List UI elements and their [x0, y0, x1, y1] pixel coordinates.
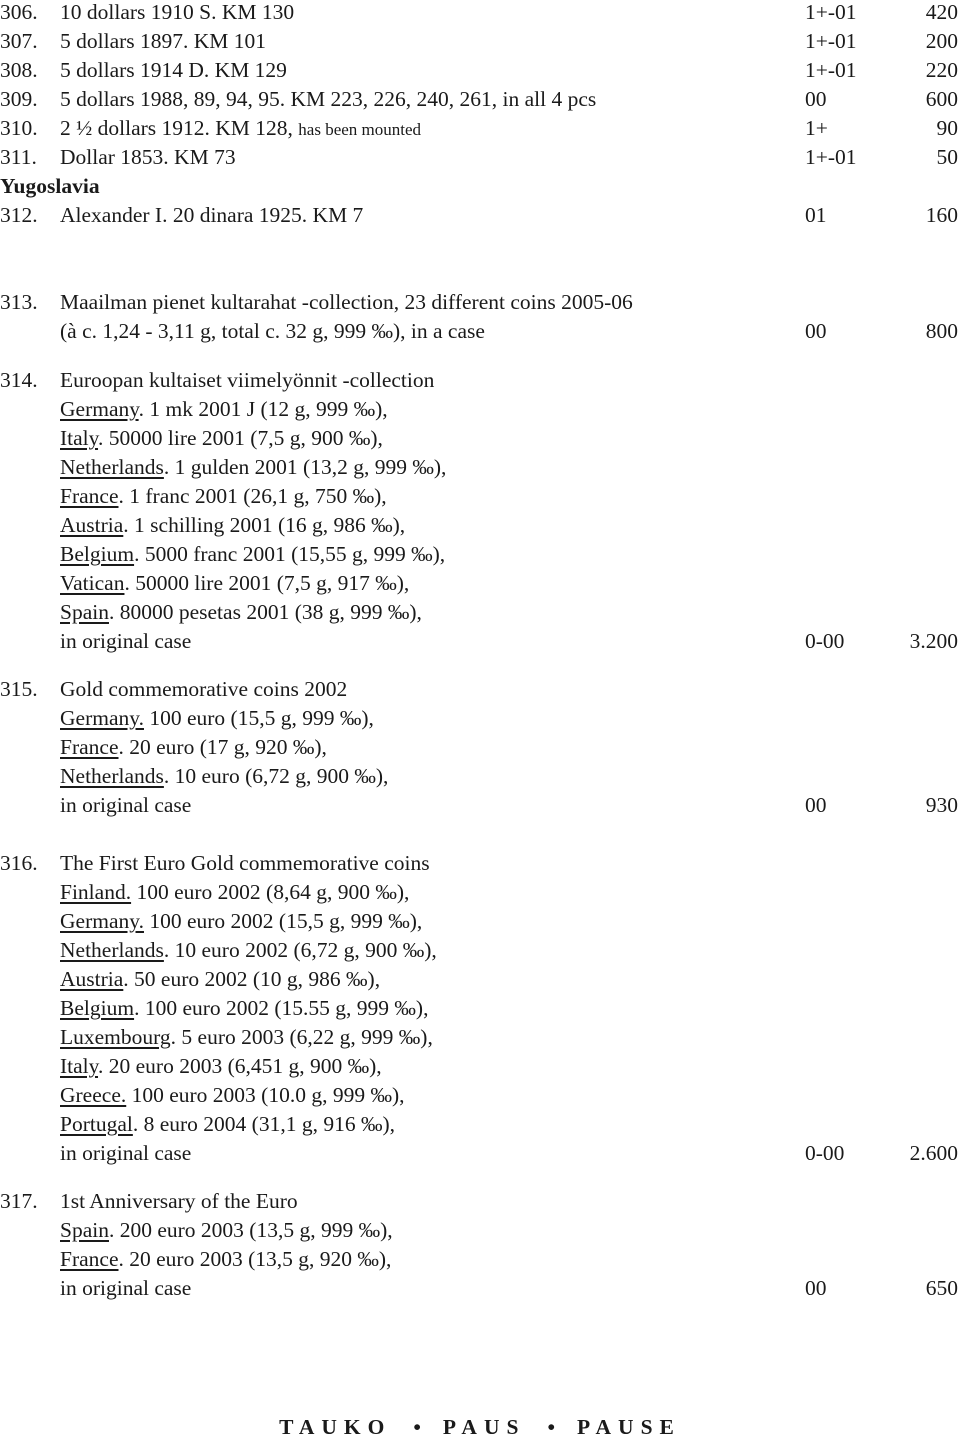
country-name: Spain	[60, 600, 109, 624]
lot-price: 220	[925, 58, 958, 82]
coin-spec: 100 euro 2002 (8,64 g, 900 ‰),	[131, 880, 410, 904]
footer-word-swedish: PAUS	[442, 1415, 526, 1439]
coin-spec: . 1 schilling 2001 (16 g, 986 ‰),	[123, 513, 406, 537]
lot-price: 800	[925, 319, 958, 343]
lot-number: 317.	[0, 1189, 38, 1213]
coin-spec: . 10 euro (6,72 g, 900 ‰),	[163, 764, 389, 788]
country-name: Netherlands	[60, 455, 164, 479]
coin-line	[0, 1052, 960, 1080]
lot-grade: 1+-01	[805, 58, 857, 82]
coin-line	[0, 762, 960, 790]
lot-description: 10 dollars 1910 S. KM 130	[60, 0, 295, 24]
lot-note: has been mounted	[298, 120, 422, 139]
footer-word-finnish: TAUKO	[279, 1415, 392, 1439]
packaging-note: in original case	[60, 629, 192, 653]
lot-price: 2.600	[909, 1141, 958, 1165]
coin-line	[0, 1110, 960, 1138]
coin-spec: . 1 mk 2001 J (12 g, 999 ‰),	[138, 397, 388, 421]
coin-line	[0, 907, 960, 935]
country-name: Austria	[60, 513, 124, 537]
country-heading-row	[0, 172, 960, 200]
coin-spec: . 200 euro 2003 (13,5 g, 999 ‰),	[108, 1218, 393, 1242]
country-name: France	[60, 484, 119, 508]
coin-line	[0, 936, 960, 964]
packaging-note: in original case	[60, 1141, 192, 1165]
coin-spec: . 100 euro 2002 (15.55 g, 999 ‰),	[134, 996, 429, 1020]
lot-number: 312.	[0, 203, 38, 227]
coin-line	[0, 994, 960, 1022]
lot-number: 316.	[0, 851, 38, 875]
coin-spec: 100 euro 2003 (10.0 g, 999 ‰),	[126, 1083, 405, 1107]
lot-row	[0, 0, 960, 26]
coin-spec: . 20 euro (17 g, 920 ‰),	[118, 735, 327, 759]
coin-line	[0, 704, 960, 732]
lot-grade: 0-00	[805, 629, 845, 653]
coin-spec: . 5000 franc 2001 (15,55 g, 999 ‰),	[134, 542, 446, 566]
country-name: Belgium	[60, 996, 135, 1020]
coin-line	[0, 965, 960, 993]
lot-grade: 01	[805, 203, 827, 227]
lot-price: 600	[925, 87, 958, 111]
coin-line	[0, 1081, 960, 1109]
country-name: France	[60, 1247, 119, 1271]
lot-grade: 00	[805, 87, 827, 111]
lot-price: 90	[936, 116, 958, 140]
coin-line	[0, 424, 960, 452]
country-name: Portugal	[60, 1112, 133, 1136]
lot-grade: 1+	[805, 116, 828, 140]
lot-description: Dollar 1853. KM 73	[60, 145, 236, 169]
packaging-note: in original case	[60, 1276, 192, 1300]
coin-line	[0, 1023, 960, 1051]
country-heading: Yugoslavia	[0, 174, 100, 198]
lot-number: 313.	[0, 290, 38, 314]
bullet-separator: •	[413, 1415, 421, 1439]
country-name: Netherlands	[60, 938, 164, 962]
lot-description: (à c. 1,24 - 3,11 g, total c. 32 g, 999 ‰), in a case	[60, 319, 485, 343]
coin-line	[0, 733, 960, 761]
coin-spec: . 50000 lire 2001 (7,5 g, 900 ‰),	[98, 426, 383, 450]
coin-line	[0, 569, 960, 597]
lot-row	[0, 201, 960, 229]
country-name: Germany.	[60, 909, 144, 933]
lot-price: 50	[936, 145, 958, 169]
lot-row	[0, 114, 960, 142]
lot-number: 308.	[0, 58, 38, 82]
coin-spec: . 20 euro 2003 (6,451 g, 900 ‰),	[98, 1054, 382, 1078]
intermission-footer	[0, 1415, 960, 1440]
country-name: Spain	[60, 1218, 109, 1242]
packaging-note: in original case	[60, 793, 192, 817]
lot-title: The First Euro Gold commemorative coins	[60, 851, 430, 875]
lot-description: Maailman pienet kultarahat -collection, 23 different coins 2005-06	[60, 290, 633, 314]
coin-line	[0, 598, 960, 626]
country-name: Vatican	[60, 571, 125, 595]
lot-title: Gold commemorative coins 2002	[60, 677, 348, 701]
country-name: France	[60, 735, 119, 759]
lot-number: 314.	[0, 368, 38, 392]
country-name: Greece.	[60, 1083, 127, 1107]
lot-summary-row	[0, 1274, 960, 1302]
coin-spec: . 1 gulden 2001 (13,2 g, 999 ‰),	[163, 455, 447, 479]
lot-description: 5 dollars 1897. KM 101	[60, 29, 267, 53]
lot-grade: 1+-01	[805, 145, 857, 169]
lot-row-continued	[0, 317, 960, 345]
lot-description: 5 dollars 1988, 89, 94, 95. KM 223, 226, 240, 261, in all 4 pcs	[60, 87, 597, 111]
lot-price: 200	[925, 29, 958, 53]
coin-line	[0, 540, 960, 568]
coin-line	[0, 482, 960, 510]
coin-line	[0, 1245, 960, 1273]
coin-line	[0, 1216, 960, 1244]
lot-title: 1st Anniversary of the Euro	[60, 1189, 298, 1213]
lot-row	[0, 366, 960, 394]
lot-price: 650	[925, 1276, 958, 1300]
lot-grade: 00	[805, 793, 827, 817]
lot-price: 930	[925, 793, 958, 817]
coin-spec: 100 euro 2002 (15,5 g, 999 ‰),	[143, 909, 423, 933]
footer-word-english: PAUSE	[576, 1415, 681, 1439]
coin-spec: . 20 euro 2003 (13,5 g, 920 ‰),	[118, 1247, 392, 1271]
coin-line	[0, 395, 960, 423]
lot-summary-row	[0, 627, 960, 655]
lot-row	[0, 675, 960, 703]
coin-line	[0, 453, 960, 481]
coin-spec: . 50000 lire 2001 (7,5 g, 917 ‰),	[124, 571, 410, 595]
lot-grade: 1+-01	[805, 29, 857, 53]
lot-description: 2 ½ dollars 1912. KM 128, has been mounted	[60, 116, 422, 140]
lot-row	[0, 27, 960, 55]
country-name: Germany.	[60, 706, 144, 730]
bullet-separator: •	[547, 1415, 555, 1439]
lot-description: Alexander I. 20 dinara 1925. KM 7	[60, 203, 364, 227]
lot-grade: 1+-01	[805, 0, 857, 24]
lot-price: 420	[925, 0, 958, 24]
coin-line	[0, 511, 960, 539]
country-name: Austria	[60, 967, 124, 991]
lot-number: 315.	[0, 677, 38, 701]
lot-grade: 0-00	[805, 1141, 845, 1165]
coin-spec: . 10 euro 2002 (6,72 g, 900 ‰),	[163, 938, 437, 962]
country-name: Italy	[60, 1054, 99, 1078]
country-name: Italy	[60, 426, 99, 450]
country-name: Finland.	[60, 880, 132, 904]
lot-price: 160	[925, 203, 958, 227]
lot-title: Euroopan kultaiset viimelyönnit -collection	[60, 368, 435, 392]
country-name: Belgium	[60, 542, 135, 566]
coin-spec: . 5 euro 2003 (6,22 g, 999 ‰),	[170, 1025, 433, 1049]
lot-row	[0, 56, 960, 84]
coin-spec: 100 euro (15,5 g, 999 ‰),	[143, 706, 374, 730]
coin-spec: . 50 euro 2002 (10 g, 986 ‰),	[123, 967, 381, 991]
lot-row	[0, 85, 960, 113]
lot-grade: 00	[805, 319, 827, 343]
lot-row	[0, 143, 960, 171]
lot-row	[0, 288, 960, 316]
coin-spec: . 8 euro 2004 (31,1 g, 916 ‰),	[132, 1112, 396, 1136]
coin-spec: . 80000 pesetas 2001 (38 g, 999 ‰),	[108, 600, 422, 624]
lot-number: 311.	[0, 145, 37, 169]
lot-number: 310.	[0, 116, 38, 140]
lot-row	[0, 849, 960, 877]
lot-number: 309.	[0, 87, 38, 111]
lot-grade: 00	[805, 1276, 827, 1300]
country-name: Germany	[60, 397, 139, 421]
lot-number: 307.	[0, 29, 38, 53]
lot-row	[0, 1187, 960, 1215]
lot-summary-row	[0, 791, 960, 819]
country-name: Netherlands	[60, 764, 164, 788]
coin-spec: . 1 franc 2001 (26,1 g, 750 ‰),	[118, 484, 387, 508]
country-name: Luxembourg	[60, 1025, 171, 1049]
lot-summary-row	[0, 1139, 960, 1167]
lot-number: 306.	[0, 0, 38, 24]
coin-line	[0, 878, 960, 906]
lot-price: 3.200	[909, 629, 958, 653]
lot-description: 5 dollars 1914 D. KM 129	[60, 58, 287, 82]
